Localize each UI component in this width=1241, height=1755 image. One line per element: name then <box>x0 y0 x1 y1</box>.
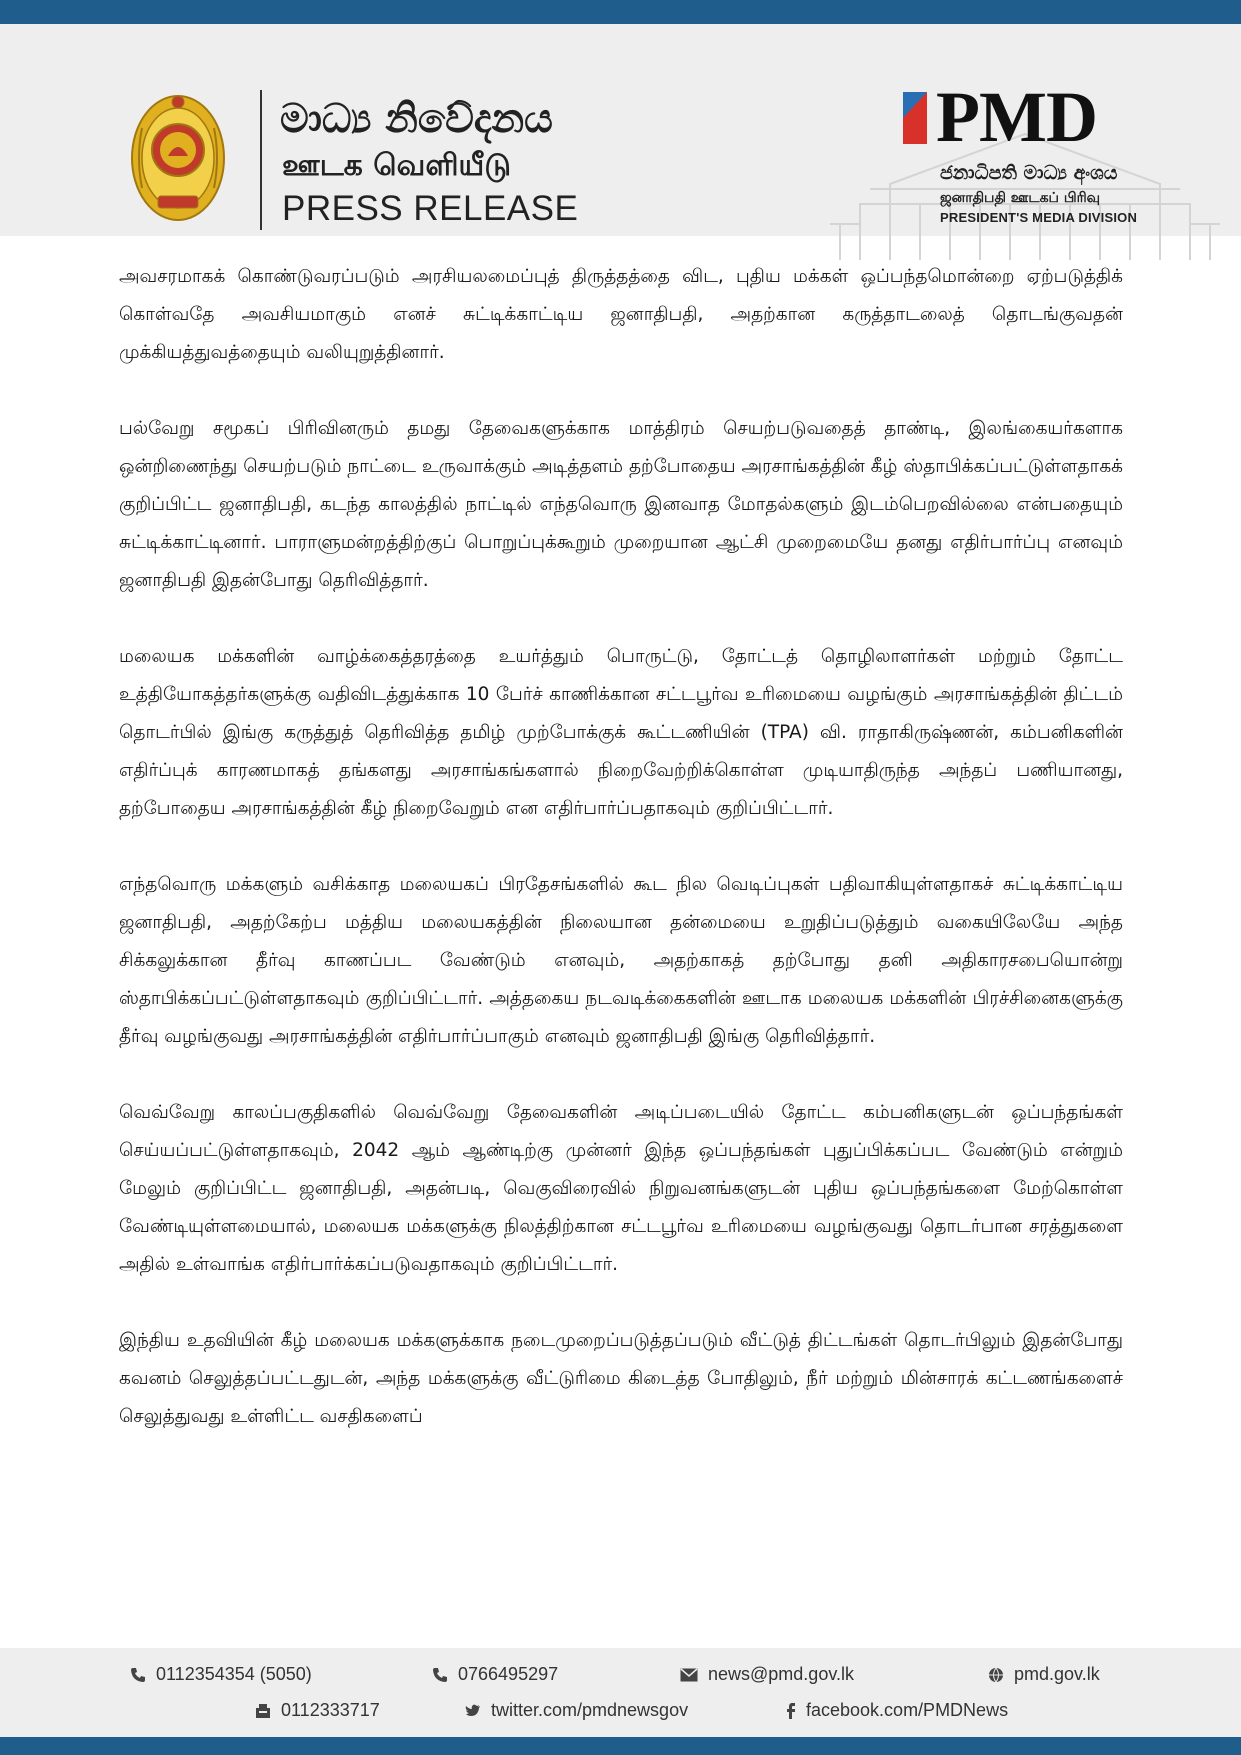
footer-email[interactable]: news@pmd.gov.lk <box>680 1664 854 1685</box>
email-icon <box>680 1668 698 1682</box>
press-release-body <box>119 258 1123 1474</box>
division-name-english: PRESIDENT'S MEDIA DIVISION <box>940 210 1138 225</box>
body-paragraph: பல்வேறு சமூகப் பிரிவினரும் தமது தேவைகளுக்காக மாத்திரம் செயற்படுவதைத் தாண்டி, இலங்கையர்களாக ஒன்றிணைந்து செயற்படும் நாட்டை உருவாக்கும் அடித்தளம் தற்போதைய அரசாங்கத்தின் கீழ் ஸ்தாபிக்கப்பட்டுள்ளதாகக் குறிப்பிட்ட ஜனாதிபதி, கடந்த காலத்தில் நாட்டில் எந்தவொரு இனவாத மோதல்களும் இடம்பெறவில்லை என்பதையும் சுட்டிக்காட்டினார். பாராளுமன்றத்திற்குப் பொறுப்புக்கூறும் முறையான ஆட்சி முறைமையே தனது எதிர்பார்ப்பு எனவும் ஜனாதிபதி இதன்போது தெரிவித்தார். <box>119 418 1123 591</box>
division-name-tamil: ஜனாதிபதி ஊடகப் பிரிவு <box>940 190 1101 206</box>
twitter-icon <box>465 1704 481 1718</box>
footer-fax: 0112333717 <box>255 1700 380 1721</box>
division-name-sinhala: ජනාධිපති මාධ්‍ය අංශය <box>940 162 1118 184</box>
footer-phone-2: 0766495297 <box>432 1664 558 1685</box>
body-paragraph: அவசரமாகக் கொண்டுவரப்படும் அரசியலமைப்புத் திருத்தத்தை விட, புதிய மக்கள் ஒப்பந்தமொன்றை ஏற்படுத்திக் கொள்வதே அவசியமாகும் எனச் சுட்டிக்காட்டிய ஜனாதிபதி, அதற்கான கருத்தாடலைத் தொடங்குவதன் முக்கியத்துவத்தையும் வலியுறுத்தினார். <box>119 266 1123 363</box>
body-paragraph: வெவ்வேறு காலப்பகுதிகளில் வெவ்வேறு தேவைகளின் அடிப்படையில் தோட்ட கம்பனிகளுடன் ஒப்பந்தங்கள் செய்யப்பட்டுள்ளதாகவும், 2042 ஆம் ஆண்டிற்கு முன்னர் இந்த ஒப்பந்தங்கள் புதுப்பிக்கப்பட வேண்டும் என்றும் மேலும் குறிப்பிட்ட ஜனாதிபதி, அதன்படி, வெகுவிரைவில் நிறுவனங்களுடன் புதிய ஒப்பந்தங்களை மேற்கொள்ள வேண்டியுள்ளமையால், மலையக மக்களுக்கு நிலத்திற்கான சட்டபூர்வ உரிமையை வழங்குவது தொடர்பான சரத்துகளை அதில் உள்வாங்க எதிர்பார்க்கப்படுவதாகவும் குறிப்பிட்டார். <box>119 1102 1123 1275</box>
pmd-logo-mark-icon <box>903 92 927 144</box>
facebook-icon <box>786 1703 796 1719</box>
title-english: PRESS RELEASE <box>282 189 579 228</box>
top-accent-bar <box>0 0 1241 24</box>
state-emblem-icon <box>128 88 228 228</box>
title-sinhala: මාධ්‍ය නිවේදනය <box>280 96 553 142</box>
footer-website[interactable]: pmd.gov.lk <box>988 1664 1100 1685</box>
body-paragraph: எந்தவொரு மக்களும் வசிக்காத மலையகப் பிரதேசங்களில் கூட நில வெடிப்புகள் பதிவாகியுள்ளதாகச் சுட்டிக்காட்டிய ஜனாதிபதி, அதற்கேற்ப மத்திய மலையகத்தின் நிலையான தன்மையை உறுதிப்படுத்தும் வகையிலேயே அந்த சிக்கலுக்கான தீர்வு காணப்பட வேண்டும் எனவும், அதற்காகத் தற்போது தனி அதிகாரசபையொன்று ஸ்தாபிக்கப்பட்டுள்ளதாகவும் குறிப்பிட்டார். அத்தகைய நடவடிக்கைகளின் ஊடாக மலையக மக்களின் பிரச்சினைகளுக்கு தீர்வு வழங்குவது அரசாங்கத்தின் எதிர்பார்ப்பாகும் எனவும் ஜனாதிபதி இங்கு தெரிவித்தார். <box>119 874 1123 1047</box>
letterhead <box>0 24 1241 236</box>
footer-facebook[interactable]: facebook.com/PMDNews <box>786 1700 1008 1721</box>
bottom-accent-bar <box>0 1737 1241 1755</box>
contact-footer <box>0 1648 1241 1737</box>
footer-phone-1: 0112354354 (5050) <box>130 1664 312 1685</box>
body-paragraph: இந்திய உதவியின் கீழ் மலையக மக்களுக்காக நடைமுறைப்படுத்தப்படும் வீட்டுத் திட்டங்கள் தொடர்பிலும் இதன்போது கவனம் செலுத்தப்பட்டதுடன், அந்த மக்களுக்கு வீட்டுரிமை கிடைத்த போதிலும், நீர் மற்றும் மின்சாரக் கட்டணங்களைச் செலுத்துவது உள்ளிட்ட வசதிகளைப் <box>119 1330 1123 1427</box>
divider-line <box>260 90 262 230</box>
mobile-icon <box>432 1667 448 1683</box>
pmd-logo: PMD <box>936 77 1097 157</box>
title-tamil: ஊடக வெளியீடு <box>282 148 511 183</box>
fax-icon <box>255 1703 271 1719</box>
footer-twitter[interactable]: twitter.com/pmdnewsgov <box>465 1700 688 1721</box>
body-paragraph: மலையக மக்களின் வாழ்க்கைத்தரத்தை உயர்த்தும் பொருட்டு, தோட்டத் தொழிலாளர்கள் மற்றும் தோட்ட உத்தியோகத்தர்களுக்கு வதிவிடத்துக்காக 10 பேர்ச் காணிக்கான சட்டபூர்வ உரிமையை வழங்கும் அரசாங்கத்தின் திட்டம் தொடர்பில் இங்கு கருத்துத் தெரிவித்த தமிழ் முற்போக்குக் கூட்டணியின் (TPA) வி. ராதாகிருஷ்ணன், கம்பனிகளின் எதிர்ப்புக் காரணமாகத் தங்களது அரசாங்கங்களால் நிறைவேற்றிக்கொள்ள முடியாதிருந்த அந்தப் பணியானது, தற்போதைய அரசாங்கத்தின் கீழ் நிறைவேறும் என எதிர்பார்ப்பதாகவும் குறிப்பிட்டார். <box>119 646 1123 819</box>
globe-icon <box>988 1667 1004 1683</box>
phone-icon <box>130 1667 146 1683</box>
